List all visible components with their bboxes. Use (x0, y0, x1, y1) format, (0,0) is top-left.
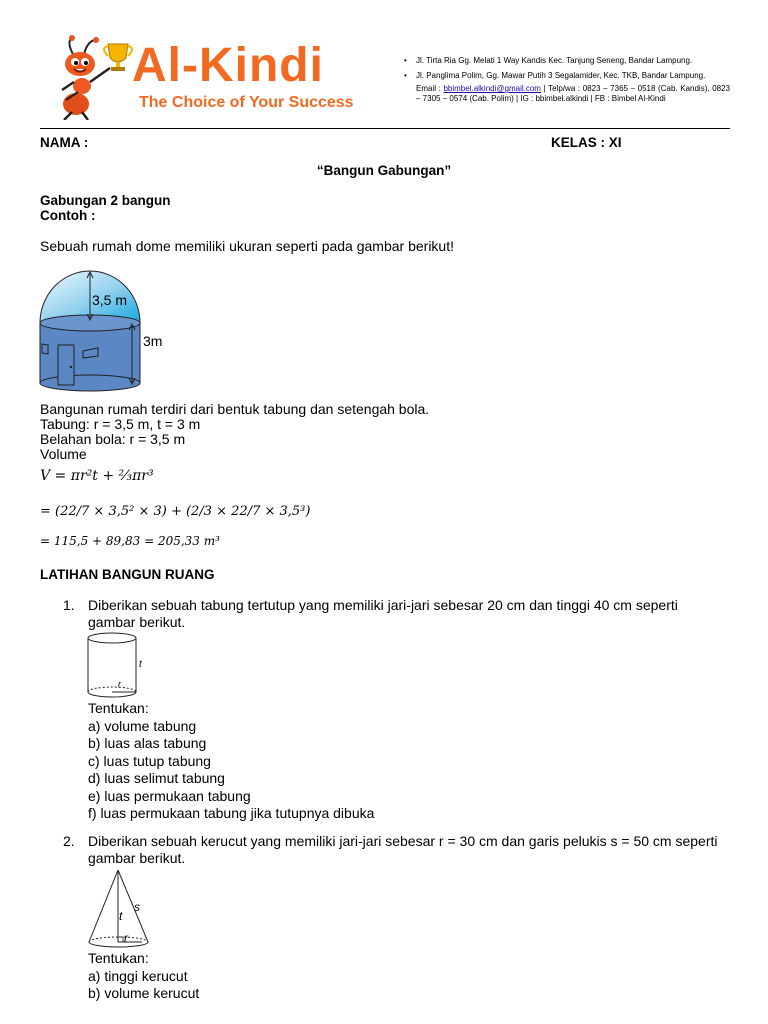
page-title: “Bangun Gabungan” (316, 163, 452, 178)
cone-r-label: r (124, 931, 128, 945)
explanation-line: Volume (40, 446, 87, 462)
answer-item: b) luas alas tabung (88, 735, 207, 751)
explanation-line: Tabung: r = 3,5 m, t = 3 m (40, 416, 201, 432)
answer-item: f) luas permukaan tabung jika tutupnya dibuka (88, 805, 375, 821)
question-1-text: Diberikan sebuah tabung tertutup yang memiliki jari-jari sebesar 20 cm dan tinggi 40 cm seperti gambar berikut. (88, 597, 678, 630)
contact-details: | Telp/wa : 0823 – 7365 – 0518 (Cab. Kandis), 0823 – 7305 – 0574 (Cab. Polim) | IG : bbimbel.alkindi | FB : Bimbel Al-Kindi (416, 84, 730, 103)
cone-t-label: t (119, 909, 123, 923)
address-1: • Jl. Tirta Ria Gg. Melati 1 Way Kandis Kec. Tanjung Seneng, Bandar Lampung. (404, 54, 730, 67)
contact-block (404, 54, 730, 104)
brand-name: Al-Kindi (132, 39, 324, 92)
dome-house-figure (36, 266, 176, 392)
question-2-answers (88, 950, 199, 1003)
address-2: • Jl. Panglima Polim, Gg. Mawar Putih 3 Segalamider, Kec. TKB, Bandar Lampung. (404, 69, 730, 82)
cylinder-r-label: r (118, 679, 121, 689)
header-divider (40, 128, 730, 129)
email-label: Email : (416, 84, 441, 93)
email-link[interactable]: bbimbel.alkindi@gmail.com (443, 84, 541, 93)
formula-line-3: = 115,5 + 89,83 = 205,33 m³ (40, 534, 220, 548)
exercise-heading: LATIHAN BANGUN RUANG (40, 567, 215, 582)
answer-item: e) luas permukaan tabung (88, 787, 251, 804)
explanation-line: Belahan bola: r = 3,5 m (40, 431, 186, 447)
cone-s-label: s (134, 900, 140, 914)
answer-item: b) volume kerucut (88, 985, 200, 1001)
cylinder-t-label: t (139, 659, 142, 670)
question-number: 1. (63, 597, 75, 613)
example-problem: Sebuah rumah dome memiliki ukuran seperti pada gambar berikut! (40, 238, 454, 254)
question-2-text: Diberikan sebuah kerucut yang memiliki jari-jari sebesar r = 30 cm dan garis pelukis s = 50 cm seperti gambar berikut. (88, 833, 718, 866)
formula-line-2: = (22/7 × 3,5² × 3) + (2/3 × 22/7 × 3,5³) (40, 504, 311, 519)
explanation (40, 402, 429, 462)
answer-item: d) luas selimut tabung (88, 770, 225, 786)
dome-radius-label: 3,5 m (92, 292, 128, 308)
example-label: Contoh : (40, 208, 96, 223)
formula-line-1: V = πr²t + ²⁄₃πr³ (40, 468, 154, 484)
question-1-answers (88, 700, 374, 823)
class-label: KELAS : XI (551, 135, 622, 150)
section-heading: Gabungan 2 bangun (40, 193, 171, 208)
explanation-line: Bangunan rumah terdiri dari bentuk tabung dan setengah bola. (40, 401, 430, 417)
name-label: NAMA : (40, 135, 89, 150)
answer-item: a) volume tabung (88, 717, 197, 734)
ant-mascot-logo (52, 34, 136, 120)
contact-info (404, 84, 730, 104)
answer-item: a) tinggi kerucut (88, 967, 188, 984)
brand-tagline: The Choice of Your Success (139, 94, 354, 111)
cylinder-height-label: 3m (143, 333, 163, 349)
ask-label: Tentukan: (88, 950, 149, 966)
answer-item: c) luas tutup tabung (88, 752, 211, 769)
question-number: 2. (63, 833, 75, 849)
ask-label: Tentukan: (88, 700, 149, 716)
